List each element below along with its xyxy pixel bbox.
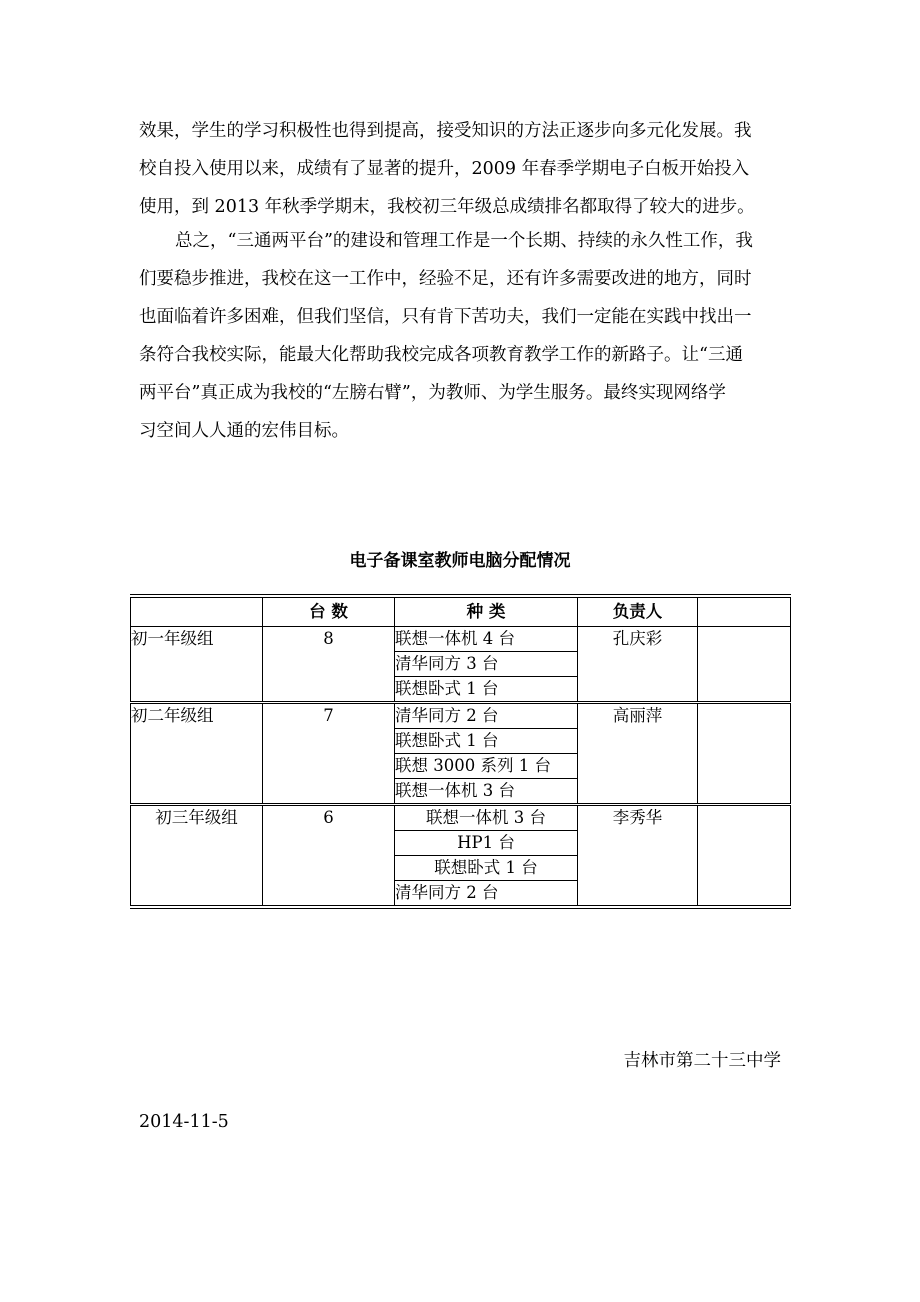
paragraph-line: 习空间人人通的宏伟目标。 bbox=[139, 421, 349, 441]
paragraph-2 bbox=[139, 222, 781, 450]
header-cell: 种 类 bbox=[395, 596, 578, 627]
group-name-cell: 初二年级组 bbox=[131, 703, 263, 805]
type-cell: 联想 3000 系列 1 台 bbox=[395, 754, 578, 779]
type-cell: 联想一体机 3 台 bbox=[395, 805, 578, 831]
header-cell bbox=[131, 596, 263, 627]
computer-allocation-table bbox=[130, 594, 791, 909]
type-cell: 清华同方 3 台 bbox=[395, 652, 578, 677]
paragraph-1 bbox=[139, 112, 781, 226]
document-date: 2014-11-5 bbox=[139, 1112, 229, 1132]
count-cell: 6 bbox=[263, 805, 395, 908]
owner-cell: 孔庆彩 bbox=[578, 627, 698, 703]
header-cell: 台 数 bbox=[263, 596, 395, 627]
count-cell: 8 bbox=[263, 627, 395, 703]
owner-cell: 高丽萍 bbox=[578, 703, 698, 805]
header-cell: 负责人 bbox=[578, 596, 698, 627]
paragraph-line: 校自投入使用以来，成绩有了显著的提升，2009 年春季学期电子白板开始投入 bbox=[139, 159, 750, 179]
paragraph-line: 条符合我校实际，能最大化帮助我校完成各项教育教学工作的新路子。让“三通 bbox=[139, 345, 743, 365]
empty-cell bbox=[698, 627, 791, 703]
empty-cell bbox=[698, 805, 791, 908]
type-cell: 联想卧式 1 台 bbox=[395, 856, 578, 881]
type-cell: HP1 台 bbox=[395, 831, 578, 856]
type-cell: 清华同方 2 台 bbox=[395, 703, 578, 729]
paragraph-line: 两平台”真正成为我校的“左膀右臂”，为教师、为学生服务。最终实现网络学 bbox=[139, 383, 726, 403]
group-name-cell: 初三年级组 bbox=[131, 805, 263, 908]
type-cell: 联想一体机 4 台 bbox=[395, 627, 578, 652]
paragraph-line: 们要稳步推进，我校在这一工作中，经验不足，还有许多需要改进的地方，同时 bbox=[139, 269, 752, 289]
paragraph-line: 也面临着许多困难，但我们坚信，只有肯下苦功夫，我们一定能在实践中找出一 bbox=[139, 307, 752, 327]
table-row bbox=[131, 703, 791, 729]
table-row bbox=[131, 805, 791, 831]
paragraph-line: 效果，学生的学习积极性也得到提高，接受知识的方法正逐步向多元化发展。我 bbox=[139, 121, 752, 141]
paragraph-line: 使用，到 2013 年秋季学期末，我校初三年级总成绩排名都取得了较大的进步。 bbox=[139, 197, 755, 217]
table-title: 电子备课室教师电脑分配情况 bbox=[349, 551, 571, 571]
table-row bbox=[131, 627, 791, 652]
table-header-row bbox=[131, 596, 791, 627]
group-name-cell: 初一年级组 bbox=[131, 627, 263, 703]
count-cell: 7 bbox=[263, 703, 395, 805]
header-cell bbox=[698, 596, 791, 627]
type-cell: 联想卧式 1 台 bbox=[395, 729, 578, 754]
school-signature: 吉林市第二十三中学 bbox=[623, 1051, 781, 1071]
type-cell: 联想卧式 1 台 bbox=[395, 677, 578, 703]
empty-cell bbox=[698, 703, 791, 805]
type-cell: 清华同方 2 台 bbox=[395, 881, 578, 908]
type-cell: 联想一体机 3 台 bbox=[395, 779, 578, 805]
owner-cell: 李秀华 bbox=[578, 805, 698, 908]
paragraph-line: 总之，“三通两平台”的建设和管理工作是一个长期、持续的永久性工作，我 bbox=[175, 231, 753, 251]
